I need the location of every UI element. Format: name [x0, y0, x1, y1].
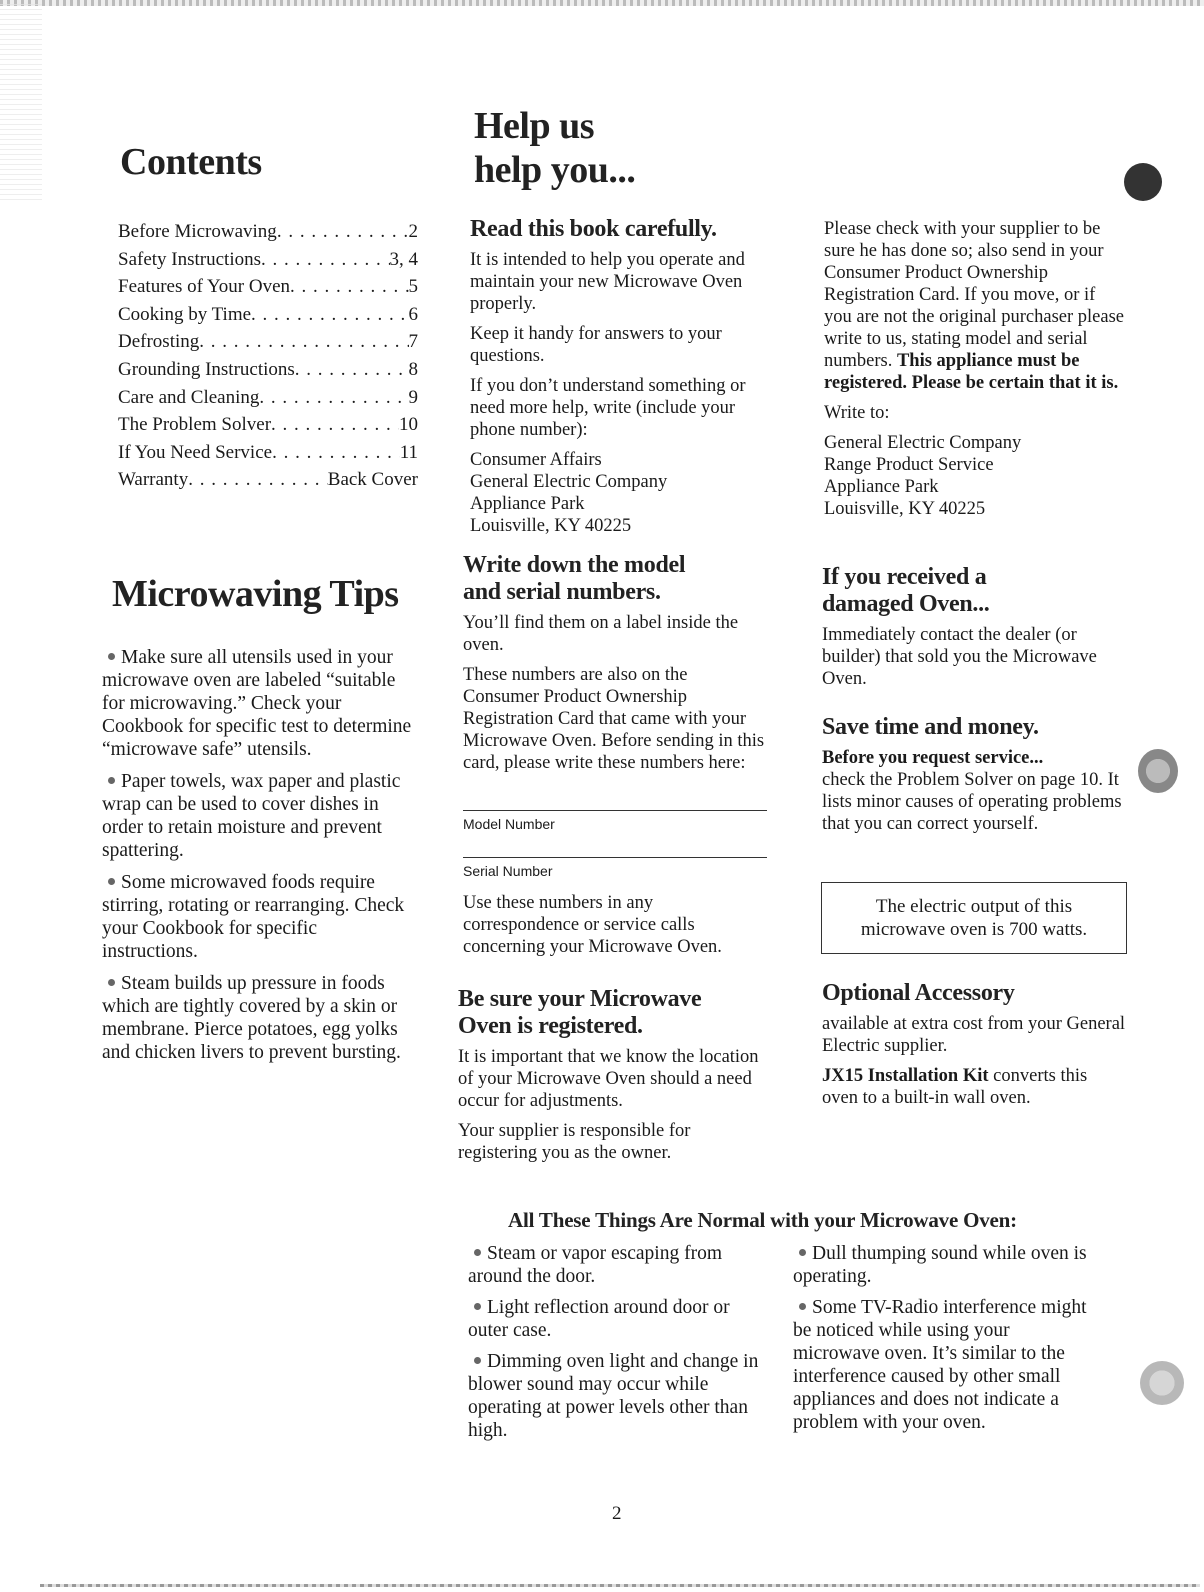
damaged-heading: [822, 564, 1127, 618]
toc-row: [118, 246, 418, 274]
toc-label: Cooking by Time: [118, 303, 252, 325]
kit-description: converts this oven to a built-in wall oven.: [822, 1066, 1088, 1108]
normal-item-text: Dull thumping sound while oven is operating.: [793, 1243, 1087, 1287]
toc-page: Back Cover: [327, 469, 418, 491]
read-paragraph: It is intended to help you operate and maintain your new Microwave Oven properly.: [470, 250, 745, 314]
tips-title: Microwaving Tips: [112, 573, 399, 615]
address-line: Louisville, KY 40225: [824, 499, 986, 519]
accessory-section: [822, 980, 1127, 1117]
registered-heading: [458, 986, 768, 1040]
kit-name: JX15 Installation Kit: [822, 1066, 989, 1086]
toc-page: 7: [408, 331, 418, 353]
save-text: check the Problem Solver on page 10. It lists minor causes of operating problems that you can correct yourself.: [822, 770, 1122, 834]
toc-page: 6: [408, 303, 418, 325]
write-down-paragraph: Use these numbers in any correspondence or service calls concerning your Microwave Oven.: [463, 893, 722, 957]
tip-text: Paper towels, wax paper and plastic wrap can be used to cover dishes in order to retain moisture and prevent spattering.: [102, 771, 401, 861]
write-down-paragraph: You’ll find them on a label inside the oven.: [463, 613, 739, 655]
save-heading: Save time and money.: [822, 714, 1039, 740]
range-service-address: [824, 432, 1124, 520]
registration-notice: This appliance must be registered. Please be certain that it is.: [824, 351, 1119, 393]
toc-leader: [277, 218, 409, 246]
registered-paragraph: Your supplier is responsible for registering you as the owner.: [458, 1121, 691, 1163]
bullet-icon: [799, 1303, 806, 1310]
toc-label: Before Microwaving: [118, 221, 277, 242]
binder-margin-speckle: [0, 0, 42, 200]
read-paragraph: If you don’t understand something or need more help, write (include your phone number):: [470, 376, 746, 440]
toc-leader: [272, 439, 400, 467]
normal-list-left: [468, 1242, 768, 1450]
consumer-affairs-address: [470, 449, 770, 537]
list-item: [102, 972, 412, 1064]
model-number-label: Model Number: [463, 816, 555, 832]
address-line: Louisville, KY 40225: [470, 516, 632, 536]
list-item: [468, 1350, 768, 1442]
toc-row: [118, 356, 418, 384]
toc-label: Safety Instructions: [118, 248, 262, 270]
toc-leader: [271, 411, 399, 439]
binder-hole-icon: [1138, 749, 1178, 793]
contents-title: Contents: [120, 141, 262, 183]
toc-page: 8: [408, 358, 418, 380]
bullet-icon: [799, 1249, 806, 1256]
tip-text: Make sure all utensils used in your microwave oven are labeled “suitable for microwaving.” Check your Cookbook for specific test to determine “microwave safe” utensils.: [102, 647, 412, 760]
write-down-paragraph: These numbers are also on the Consumer Product Ownership Registration Card that came with your Microwave Oven. Before sending in this card, please write these numbers here:: [463, 665, 765, 773]
toc-row: [118, 439, 418, 467]
toc-row: [118, 218, 418, 246]
address-line: Consumer Affairs: [470, 450, 602, 470]
toc-row: [118, 328, 418, 356]
toc-row: [118, 466, 418, 494]
read-paragraph: Keep it handy for answers to your questions.: [470, 324, 722, 366]
list-item: [102, 871, 412, 963]
toc-page: 9: [408, 386, 418, 408]
save-lead: Before you request service...: [822, 748, 1044, 768]
toc-leader: [259, 384, 408, 412]
output-note-box: [821, 882, 1127, 954]
address-line: Range Product Service: [824, 455, 994, 475]
toc-leader: [295, 356, 409, 384]
write-down-section: [463, 552, 768, 966]
toc-row: [118, 301, 418, 329]
bottom-edge-rule: [40, 1584, 1200, 1587]
normal-item-text: Some TV-Radio interference might be noticed while using your microwave oven. It’s similar to the interference caused by other small appliances and does not indicate a problem with your oven.: [793, 1297, 1087, 1433]
list-item: [468, 1242, 768, 1288]
serial-number-field[interactable]: [463, 857, 767, 892]
list-item: [102, 646, 412, 761]
table-of-contents: [118, 218, 418, 494]
toc-leader: [199, 328, 408, 356]
heading-line: Oven is registered.: [458, 1013, 643, 1039]
heading-line: and serial numbers.: [463, 579, 661, 605]
serial-number-label: Serial Number: [463, 863, 553, 879]
save-paragraph: [822, 747, 1127, 835]
normal-list-right: [793, 1242, 1093, 1442]
toc-label: Grounding Instructions: [118, 358, 295, 380]
tip-text: Some microwaved foods require stirring, rotating or rearranging. Check your Cookbook for specific instructions.: [102, 872, 405, 962]
accessory-paragraph: available at extra cost from your General Electric supplier.: [822, 1014, 1126, 1056]
help-title: [474, 104, 635, 192]
address-line: Appliance Park: [824, 477, 939, 497]
toc-label: Care and Cleaning: [118, 386, 260, 408]
help-title-line: help you...: [474, 149, 636, 191]
toc-label: The Problem Solver: [118, 414, 272, 436]
tip-text: Steam builds up pressure in foods which are tightly covered by a skin or membrane. Pierce potatoes, egg yolks and chicken livers to prevent bursting.: [102, 973, 401, 1063]
normal-item-text: Dimming oven light and change in blower sound may occur while operating at power levels other than high.: [468, 1351, 759, 1441]
list-item: [793, 1296, 1093, 1434]
accessory-kit: [822, 1065, 1127, 1109]
toc-label: Defrosting: [118, 331, 200, 353]
save-section: [822, 714, 1127, 843]
bullet-icon: [474, 1303, 481, 1310]
toc-leader: [261, 246, 389, 274]
bullet-icon: [474, 1249, 481, 1256]
toc-page: 5: [408, 276, 418, 298]
list-item: [468, 1296, 768, 1342]
heading-line: Write down the model: [463, 552, 686, 578]
heading-line: Be sure your Microwave: [458, 986, 702, 1012]
address-line: General Electric Company: [470, 472, 668, 492]
write-to-label: Write to:: [824, 403, 890, 423]
toc-page: 3, 4: [389, 248, 418, 270]
supplier-paragraph: [824, 218, 1124, 394]
bullet-icon: [108, 878, 115, 885]
toc-page: 2: [408, 221, 418, 242]
help-title-line: Help us: [474, 105, 595, 147]
bullet-icon: [108, 979, 115, 986]
bullet-icon: [474, 1357, 481, 1364]
binder-hole-icon: [1124, 163, 1162, 201]
heading-line: damaged Oven...: [822, 591, 990, 617]
page-number: 2: [612, 1503, 622, 1524]
address-line: Appliance Park: [470, 494, 585, 514]
toc-leader: [290, 273, 408, 301]
toc-row: [118, 273, 418, 301]
write-down-heading: [463, 552, 768, 606]
top-edge-rule: [0, 0, 1204, 6]
heading-line: If you received a: [822, 564, 987, 590]
read-heading: Read this book carefully.: [470, 216, 717, 242]
toc-leader: [188, 466, 328, 494]
output-note-text: The electric output of this microwave oven is 700 watts.: [860, 896, 1088, 940]
toc-row: [118, 411, 418, 439]
list-item: [102, 770, 412, 862]
model-number-field[interactable]: [463, 810, 767, 845]
list-item: [793, 1242, 1093, 1288]
address-line: General Electric Company: [824, 433, 1022, 453]
supplier-section: [824, 218, 1124, 526]
toc-row: [118, 384, 418, 412]
registered-section: [458, 986, 768, 1172]
toc-label: Warranty: [118, 469, 189, 491]
damaged-section: [822, 564, 1127, 698]
bullet-icon: [108, 653, 115, 660]
normal-item-text: Light reflection around door or outer case.: [468, 1297, 730, 1341]
supplier-text: Please check with your supplier to be sure he has done so; also send in your Consumer Product Ownership Registration Card. If you move, or if you are not the original purchaser please write to us, stating model and serial numbers.: [824, 219, 1124, 371]
normal-things-title: All These Things Are Normal with your Microwave Oven:: [508, 1208, 1017, 1232]
binder-hole-icon: [1140, 1361, 1184, 1405]
normal-item-text: Steam or vapor escaping from around the door.: [468, 1243, 723, 1287]
toc-page: 11: [399, 441, 418, 463]
toc-label: If You Need Service: [118, 441, 273, 463]
read-section: [470, 216, 770, 543]
toc-leader: [251, 301, 408, 329]
bullet-icon: [108, 777, 115, 784]
toc-page: 10: [399, 414, 418, 436]
registered-paragraph: It is important that we know the location of your Microwave Oven should a need occur for adjustments.: [458, 1047, 759, 1111]
toc-label: Features of Your Oven: [118, 276, 291, 298]
tips-list: [102, 646, 412, 1073]
damaged-paragraph: Immediately contact the dealer (or builder) that sold you the Microwave Oven.: [822, 625, 1097, 689]
accessory-heading: Optional Accessory: [822, 980, 1015, 1006]
